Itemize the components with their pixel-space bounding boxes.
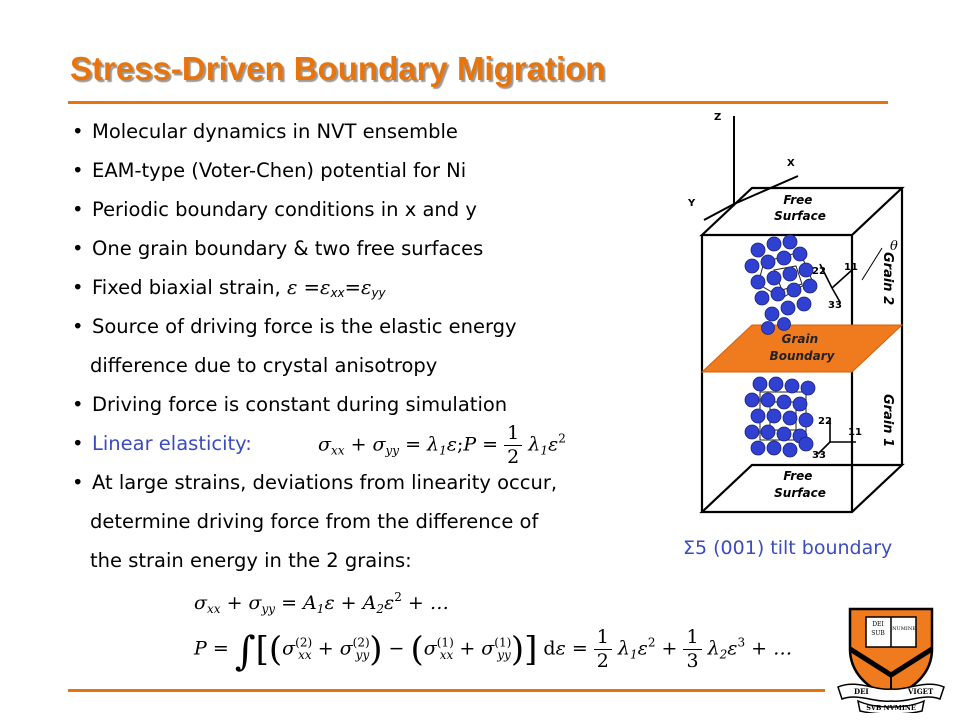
grain1-label: Grain 1 bbox=[880, 394, 895, 448]
grain2-label: Grain 2 bbox=[880, 252, 895, 306]
bullet-item: • Molecular dynamics in NVT ensemble bbox=[72, 112, 672, 151]
bullet-item: • Driving force is constant during simulation bbox=[72, 385, 672, 424]
svg-text:VIGET: VIGET bbox=[908, 687, 934, 696]
fraction-half: $\frac{1}{2}$ bbox=[594, 628, 612, 671]
grain2-dir-22: 22 bbox=[812, 266, 826, 277]
slide-title: Stress-Driven Boundary Migration bbox=[70, 50, 606, 87]
grain1-dir-22: 22 bbox=[818, 416, 832, 427]
bullet-item: • Linear elasticity: bbox=[72, 424, 672, 463]
fraction-half: $\frac{1}{2}$ bbox=[504, 424, 522, 467]
grain1-atom-cluster bbox=[745, 377, 815, 457]
grain1-dir-11: 11 bbox=[848, 427, 862, 438]
svg-text:DEI: DEI bbox=[854, 687, 869, 696]
diagram-caption: Σ5 (001) tilt boundary bbox=[683, 537, 893, 559]
fraction-third: $\frac{1}{3}$ bbox=[683, 628, 701, 671]
bullet-list bbox=[72, 112, 672, 580]
bullet-item: • Source of driving force is the elastic energy bbox=[72, 307, 672, 346]
svg-text:NUMINE: NUMINE bbox=[892, 626, 916, 632]
bullet-continuation: the strain energy in the 2 grains: bbox=[90, 549, 412, 572]
axis-x-label: X bbox=[787, 158, 795, 169]
nonlinear-equation: $\sigma_{xx} + \sigma_{yy} = A_1\varepsilon + A_2\varepsilon^2$ + … bbox=[194, 590, 449, 616]
bullet-continuation: difference due to crystal anisotropy bbox=[90, 354, 438, 377]
svg-text:SUB: SUB bbox=[871, 630, 885, 637]
driving-force-equation: $P = \int[(\sigma^{(2)}_{xx} + \sigma^{(2)}_{yy}) - (\sigma^{(1)}_{xx} + \sigma^{(1)}_{yy})] d\varepsilon$ = $\frac{1}{2}$ $\lambda_1\varepsilon^2$ + $\frac{1}{3}$ $\lambda_2\varepsilon^3$ + … bbox=[194, 626, 793, 675]
free-surface-top-label: Free Surface bbox=[774, 193, 826, 223]
grain2-dir-11: 11 bbox=[844, 262, 858, 273]
grain1-dir-33: 33 bbox=[812, 450, 826, 461]
footer-rule bbox=[68, 689, 825, 692]
bullet-item: • Fixed biaxial strain, $\varepsilon =\varepsilon_{xx}=\varepsilon_{yy}$ bbox=[72, 268, 672, 307]
free-surface-bottom-label: Free Surface bbox=[774, 469, 826, 500]
bullet-item: • EAM-type (Voter-Chen) potential for Ni bbox=[72, 151, 672, 190]
axis-z-label: Z bbox=[714, 112, 722, 123]
svg-text:DEI: DEI bbox=[872, 621, 884, 628]
axis-y-label: Y bbox=[688, 198, 696, 209]
strain-symbol: ε bbox=[286, 276, 298, 299]
bullet-item: • At large strains, deviations from linearity occur, bbox=[72, 463, 672, 502]
linear-elasticity-equation: $\sigma_{xx} + \sigma_{yy}$ = $\lambda_1\varepsilon;P$ = $\frac{1}{2}$ $\lambda_1\varepsilon^2$ bbox=[318, 422, 566, 468]
theta-label: θ bbox=[890, 239, 898, 254]
simulation-cell-diagram bbox=[672, 102, 932, 532]
bullet-item: • Periodic boundary conditions in x and y bbox=[72, 190, 672, 229]
grain2-dir-33: 33 bbox=[828, 300, 842, 311]
svg-text:SVB NVMINE: SVB NVMINE bbox=[866, 704, 916, 712]
bullet-continuation: determine driving force from the difference of bbox=[90, 510, 539, 533]
princeton-shield-logo bbox=[836, 605, 946, 713]
bullet-item: • One grain boundary & two free surfaces bbox=[72, 229, 672, 268]
grain-boundary-label: Grain Boundary bbox=[769, 332, 835, 363]
grain2-atom-cluster bbox=[745, 235, 817, 335]
